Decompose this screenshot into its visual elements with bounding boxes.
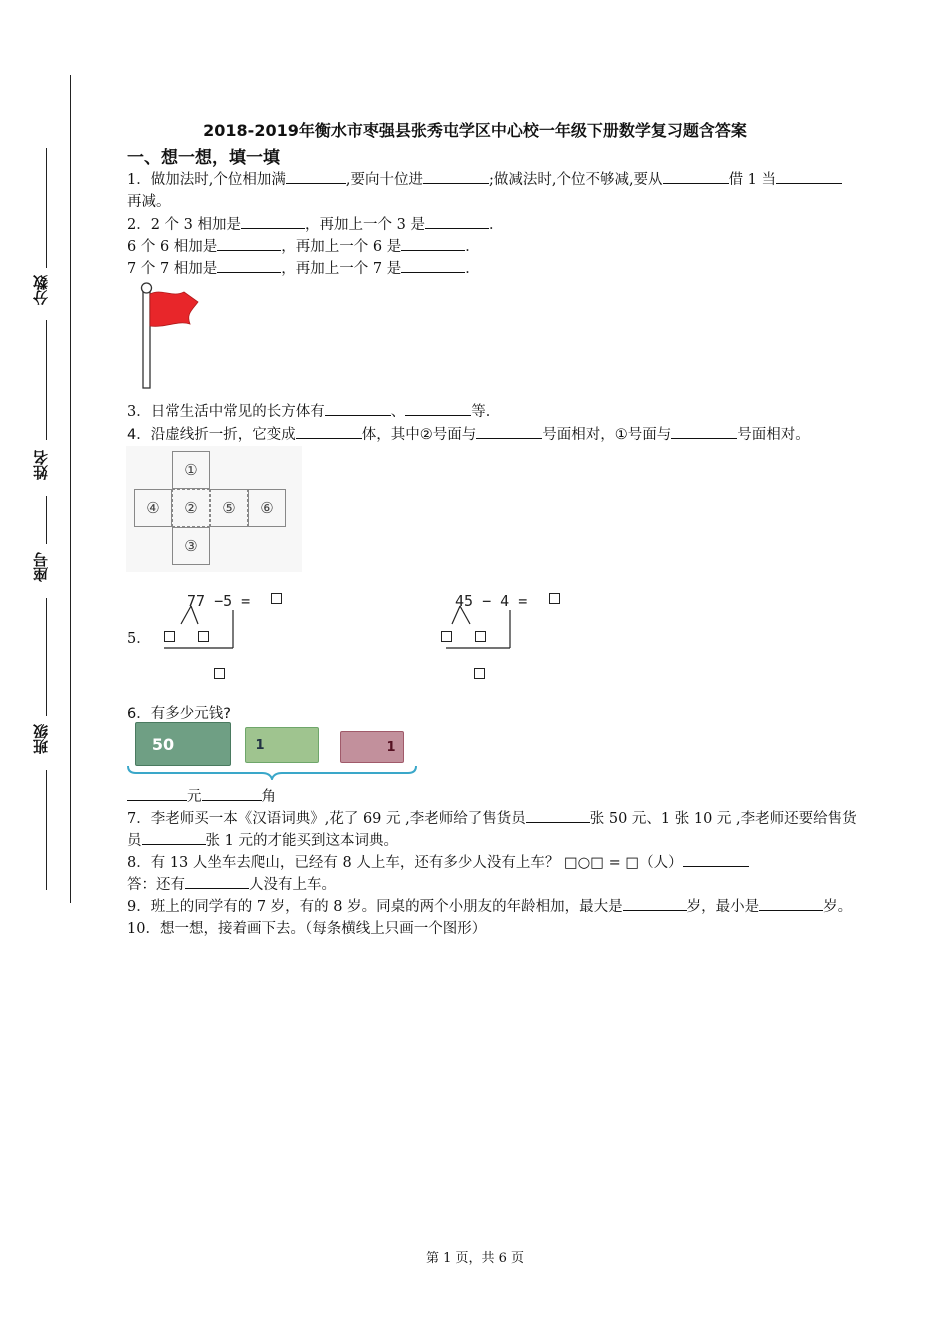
- answer-blank[interactable]: [241, 214, 305, 230]
- class-blank-lower: [46, 770, 47, 890]
- calc-2-expression: 45 − 4 =: [455, 592, 528, 610]
- question-3: 3．日常生活中常见的长方体有 、 等．: [127, 400, 500, 421]
- answer-blank-jiao[interactable]: [202, 786, 262, 802]
- side-label-seat: 座号: [32, 552, 50, 582]
- answer-blank[interactable]: [185, 874, 249, 890]
- answer-blank[interactable]: [217, 258, 281, 274]
- calc-2-split-box-a[interactable]: [441, 631, 452, 642]
- calc-1-split-box-a[interactable]: [164, 631, 175, 642]
- answer-blank[interactable]: [401, 258, 465, 274]
- question-8-answer: 答：还有 人没有上车。: [127, 873, 336, 894]
- page-title: 2018-2019年衡水市枣强县张秀屯学区中心校一年级下册数学复习题含答案: [203, 121, 747, 140]
- question-6: 6．有多少元钱?: [127, 706, 231, 722]
- question-8: 8．有 13 人坐车去爬山，已经有 8 人上车，还有多少人没有上车？ □○□ = □（人）: [127, 851, 749, 872]
- answer-blank[interactable]: [425, 214, 489, 230]
- calc-1-split-box-b[interactable]: [198, 631, 209, 642]
- question-7-cont: 员 张 1 元的才能买到这本词典。: [127, 829, 398, 850]
- side-label-score: 分数: [32, 275, 50, 305]
- net-face-2: ②: [172, 489, 210, 527]
- page-footer: 第 1 页，共 6 页: [425, 1251, 525, 1266]
- answer-blank[interactable]: [217, 236, 281, 252]
- net-face-3: ③: [172, 527, 210, 565]
- question-10: 10．想一想，接着画下去。（每条横线上只画一个图形）: [127, 921, 487, 937]
- seat-blank: [46, 496, 47, 544]
- answer-blank[interactable]: [325, 401, 391, 417]
- side-label-name: 姓名: [32, 450, 50, 480]
- answer-blank[interactable]: [401, 236, 465, 252]
- side-label-class: 班级: [32, 724, 50, 754]
- grouping-brace: [126, 764, 418, 780]
- binding-line: [70, 75, 71, 903]
- answer-blank[interactable]: [476, 424, 542, 440]
- question-2c: 7 个 7 相加是 ，再加上一个 7 是 ．: [127, 257, 480, 278]
- answer-blank[interactable]: [683, 852, 749, 868]
- banknote-1-jiao: 1: [340, 731, 404, 763]
- answer-blank[interactable]: [663, 169, 729, 185]
- question-4: 4．沿虚线折一折，它变成 体，其中②号面与 号面相对，①号面与 号面相对。: [127, 423, 810, 444]
- calc-2-result-box[interactable]: [474, 668, 485, 679]
- cube-net-figure: [126, 446, 302, 572]
- calc-1-decompose-lines: [160, 604, 250, 654]
- question-9: 9．班上的同学有的 7 岁，有的 8 岁。同桌的两个小朋友的年龄相加，最大是 岁，最小是 岁。: [127, 895, 852, 916]
- net-face-4: ④: [134, 489, 172, 527]
- answer-blank[interactable]: [142, 830, 206, 846]
- calc-1-expression: 77 −5 =: [187, 592, 251, 610]
- calc-2-split-box-b[interactable]: [475, 631, 486, 642]
- calc-2-answer-box[interactable]: [549, 593, 560, 604]
- net-face-1: ①: [172, 451, 210, 489]
- class-blank: [46, 598, 47, 716]
- answer-blank[interactable]: [423, 169, 489, 185]
- answer-blank[interactable]: [526, 808, 590, 824]
- question-5-label: 5．: [127, 631, 151, 647]
- banknote-50-yuan: 50: [135, 722, 231, 766]
- answer-blank[interactable]: [623, 896, 687, 912]
- name-blank: [46, 320, 47, 440]
- answer-blank[interactable]: [286, 169, 346, 185]
- answer-blank[interactable]: [671, 424, 737, 440]
- banknote-1-yuan: 1: [245, 727, 319, 763]
- net-face-5: ⑤: [210, 489, 248, 527]
- score-blank: [46, 148, 47, 268]
- answer-blank-yuan[interactable]: [127, 786, 187, 802]
- question-1: 1．做加法时,个位相加满 ,要向十位进 ;做减法时,个位不够减,要从 借 1 当: [127, 168, 842, 189]
- answer-blank[interactable]: [776, 169, 842, 185]
- calc-2-decompose-lines: [438, 604, 528, 654]
- answer-blank[interactable]: [759, 896, 823, 912]
- question-2b: 6 个 6 相加是 ，再加上一个 6 是 ．: [127, 235, 480, 256]
- calc-1-answer-box[interactable]: [271, 593, 282, 604]
- section-heading: 一、想一想，填一填: [127, 148, 280, 168]
- net-face-6: ⑥: [248, 489, 286, 527]
- flag-image: [132, 280, 204, 392]
- calc-1-result-box[interactable]: [214, 668, 225, 679]
- question-1-cont: 再减。: [127, 194, 171, 210]
- question-7: 7．李老师买一本《汉语词典》,花了 69 元 ,李老师给了售货员 张 50 元、1 张 10 元 ,李老师还要给售货: [127, 807, 857, 828]
- question-2a: 2．2 个 3 相加是 ，再加上一个 3 是 ．: [127, 213, 503, 234]
- answer-blank[interactable]: [296, 424, 362, 440]
- answer-blank[interactable]: [405, 401, 471, 417]
- question-6-answer: 元 角: [127, 785, 276, 806]
